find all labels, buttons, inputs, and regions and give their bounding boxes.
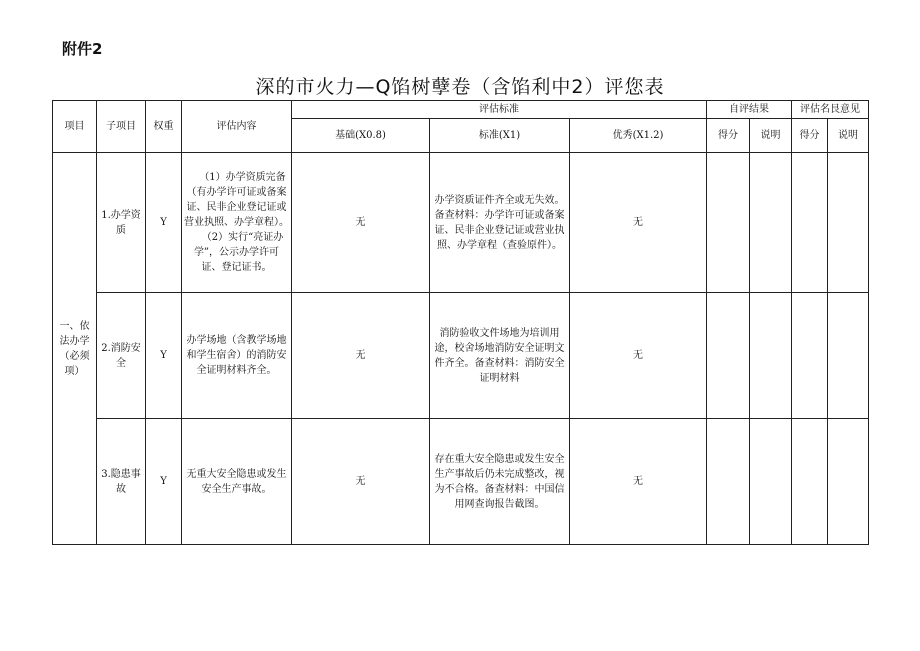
header-content: 评估内容 xyxy=(182,101,292,153)
document-title: 深的市火力—Q馅树孽卷（含馅利中2）评您表 xyxy=(255,76,665,98)
header-score-2: 得分 xyxy=(792,119,828,153)
eval-score-cell[interactable] xyxy=(792,293,828,419)
header-weight: 权重 xyxy=(146,101,182,153)
excellent-cell: 无 xyxy=(570,293,707,419)
weight: Y xyxy=(146,153,182,293)
header-eval-opinion: 评估名艮意见 xyxy=(792,101,869,119)
evaluation-table xyxy=(52,100,869,545)
self-explain-cell[interactable] xyxy=(750,293,792,419)
basic-cell: 无 xyxy=(292,419,430,545)
basic-cell: 无 xyxy=(292,153,430,293)
content-line: （1）办学资质完备（有办学许可证或备案证、民非企业登记证或营业执照、办学章程）。 xyxy=(184,172,289,228)
eval-explain-cell[interactable] xyxy=(828,293,869,419)
content-cell xyxy=(182,419,292,545)
self-score-cell[interactable] xyxy=(707,419,750,545)
standard-cell: 办学资质证件齐全或无失效。备查材料：办学许可证或备案证、民非企业登记证或营业执照、办学章程（查验原件）。 xyxy=(430,153,570,293)
header-basic: 基础(X0.8) xyxy=(292,119,430,153)
header-sub-project: 子项目 xyxy=(97,101,146,153)
basic-cell: 无 xyxy=(292,293,430,419)
weight: Y xyxy=(146,419,182,545)
table-row xyxy=(53,419,869,545)
header-explain-2: 说明 xyxy=(828,119,869,153)
sub-project: 3.隐患事故 xyxy=(97,419,146,545)
header-score: 得分 xyxy=(707,119,750,153)
content-cell xyxy=(182,153,292,293)
self-score-cell[interactable] xyxy=(707,153,750,293)
excellent-cell: 无 xyxy=(570,419,707,545)
self-score-cell[interactable] xyxy=(707,293,750,419)
table-row xyxy=(53,293,869,419)
self-explain-cell[interactable] xyxy=(750,419,792,545)
header-standard: 标准(X1) xyxy=(430,119,570,153)
header-explain: 说明 xyxy=(750,119,792,153)
content-line: （2）实行“亮证办学”，公示办学许可证、登记证书。 xyxy=(193,232,284,273)
content-cell xyxy=(182,293,292,419)
table-row xyxy=(53,153,869,293)
content-line: 无重大安全隐患或发生安全生产事故。 xyxy=(186,468,287,495)
sub-project: 1.办学资质 xyxy=(97,153,146,293)
self-explain-cell[interactable] xyxy=(750,153,792,293)
eval-explain-cell[interactable] xyxy=(828,419,869,545)
header-project: 项目 xyxy=(53,101,97,153)
eval-explain-cell[interactable] xyxy=(828,153,869,293)
standard-cell: 存在重大安全隐患或发生安全生产事故后仍未完成整改，视为不合格。备查材料：中国信用网查询报告截图。 xyxy=(430,419,570,545)
project-name: 一、依法办学（必须项） xyxy=(53,153,97,545)
attachment-label: 附件2 xyxy=(62,40,103,58)
standard-cell: 消防验收文件场地为培训用途，校舍场地消防安全证明文件齐全。备查材料：消防安全证明材料 xyxy=(430,293,570,419)
header-criteria: 评估标准 xyxy=(292,101,707,119)
header-excellent: 优秀(X1.2) xyxy=(570,119,707,153)
sub-project: 2.消防安全 xyxy=(97,293,146,419)
weight: Y xyxy=(146,293,182,419)
content-line: 办学场地（含教学场地和学生宿舍）的消防安全证明材料齐全。 xyxy=(186,335,287,376)
eval-score-cell[interactable] xyxy=(792,419,828,545)
eval-score-cell[interactable] xyxy=(792,153,828,293)
excellent-cell: 无 xyxy=(570,153,707,293)
header-self-eval: 自评结果 xyxy=(707,101,792,119)
